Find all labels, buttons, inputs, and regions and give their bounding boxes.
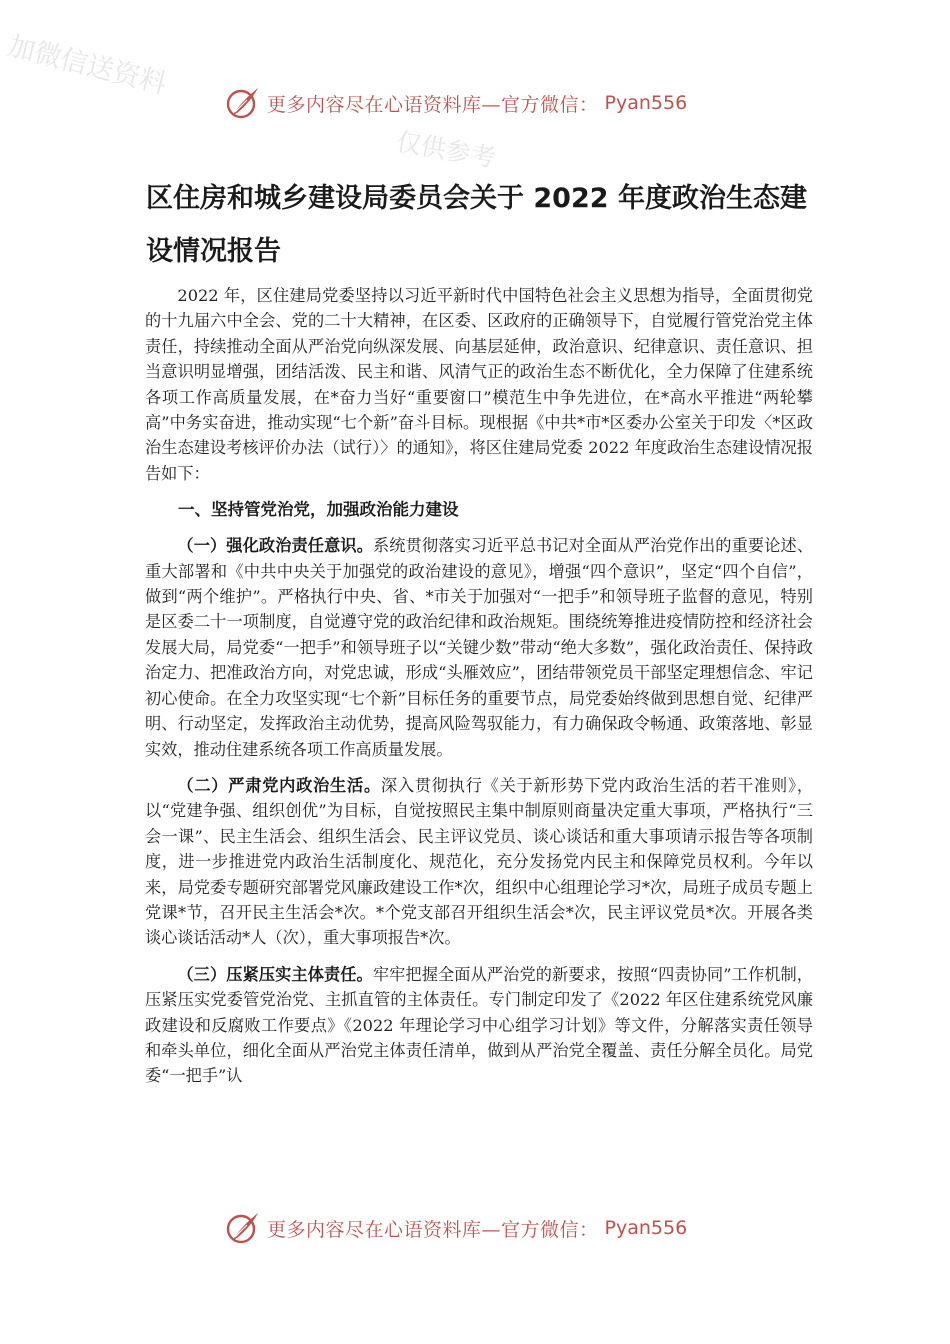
item-1-lead: （一）强化政治责任意识。 [177,536,373,556]
watermark-top-left: 加微信送资料 [4,30,170,101]
item-2-lead: （二）严肃党内政治生活。 [177,775,381,795]
paragraph-item-2 [145,773,813,951]
banner-text: 更多内容尽在心语资料库—官方微信： [267,93,599,116]
item-3-body: 牢牢把握全面从严治党的新要求，按照“四责协同”工作机制，压紧压实党委管党治党、主抓直管的主体责任。专门制定印发了《2022 年区住建系统党风廉政建设和反腐败工作要点》《2022 年理论学习中心组学习计划》等文件，分解落实责任领导和牵头单位，细化全面从严治党主体责任清单，做到从严治党全覆盖、责任分解全员化。局党委“一把手”认 [145,964,813,1086]
footer-banner [225,1208,745,1248]
watermark-top-center: 仅供参考 [394,126,498,173]
banner-text: 更多内容尽在心语资料库—官方微信： [267,1218,599,1241]
quill-logo-icon [225,85,261,121]
quill-logo-icon [225,1210,261,1246]
paragraph-item-1 [145,533,813,762]
item-3-lead: （三）压紧压实主体责任。 [177,964,373,984]
paragraph-item-3 [145,962,813,1089]
document-title: 区住房和城乡建设局委员会关于 2022 年度政治生态建设情况报告 [146,183,807,267]
banner-wechat-id: Pyan556 [604,92,688,114]
item-2-body: 深入贯彻执行《关于新形势下党内政治生活的若干准则》，以“党建争强、组织创优”为目标，自觉按照民主集中制原则商量决定重大事项，严格执行“三会一课”、民主生活会、组织生活会、民主评议党员、谈心谈话和重大事项请示报告等各项制度，进一步推进党内政治生活制度化、规范化，充分发扬党内民主和保障党员权利。今年以来，局党委专题研究部署党风廉政建设工作*次，组织中心组理论学习*次，局班子成员专题上党课*节，召开民主生活会*次。*个党支部召开组织生活会*次，民主评议党员*次。开展各类谈心谈话活动*人（次），重大事项报告*次。 [145,775,814,948]
header-banner [225,83,745,123]
banner-wechat-id: Pyan556 [604,1217,688,1239]
intro-paragraph: 2022 年，区住建局党委坚持以习近平新时代中国特色社会主义思想为指导，全面贯彻党的十九届六中全会、党的二十大精神，在区委、区政府的正确领导下，自觉履行管党治党主体责任，持续推动全面从严治党向纵深发展、向基层延伸，政治意识、纪律意识、责任意识、担当意识明显增强，团结活泼、民主和谐、风清气正的政治生态不断优化，全力保障了住建系统各项工作高质量发展，在*奋力当好“重要窗口”模范生中争先进位，在*高水平推进“两轮攀高”中务实奋进，推动实现“七个新”奋斗目标。现根据《中共*市*区委办公室关于印发〈*区政治生态建设考核评价办法（试行）〉的通知》，将区住建局党委 2022 年度政治生态建设情况报告如下： [145,286,813,483]
item-1-body: 系统贯彻落实习近平总书记对全面从严治党作出的重要论述、重大部署和《中共中央关于加强党的政治建设的意见》，增强“四个意识”，坚定“四个自信”，做到“两个维护”。严格执行中央、省、*市关于加强对“一把手”和领导班子监督的意见，特别是区委二十一项制度，自觉遵守党的政治纪律和政治规矩。围绕统筹推进疫情防控和经济社会发展大局，局党委“一把手”和领导班子以“关键少数”带动“绝大多数”，强化政治责任、保持政治定力、把准政治方向，对党忠诚，形成“头雁效应”，团结带领党员干部坚定理想信念、牢记初心使命。在全力攻坚实现“七个新”目标任务的重要节点，局党委始终做到思想自觉、纪律严明、行动坚定，发挥政治主动优势，提高风险驾驭能力，有力确保政令畅通、政策落地、彰显实效，推动住建系统各项工作高质量发展。 [145,536,814,759]
section-heading-1: 一、坚持管党治党，加强政治能力建设 [178,500,459,520]
document-body [145,283,813,1100]
